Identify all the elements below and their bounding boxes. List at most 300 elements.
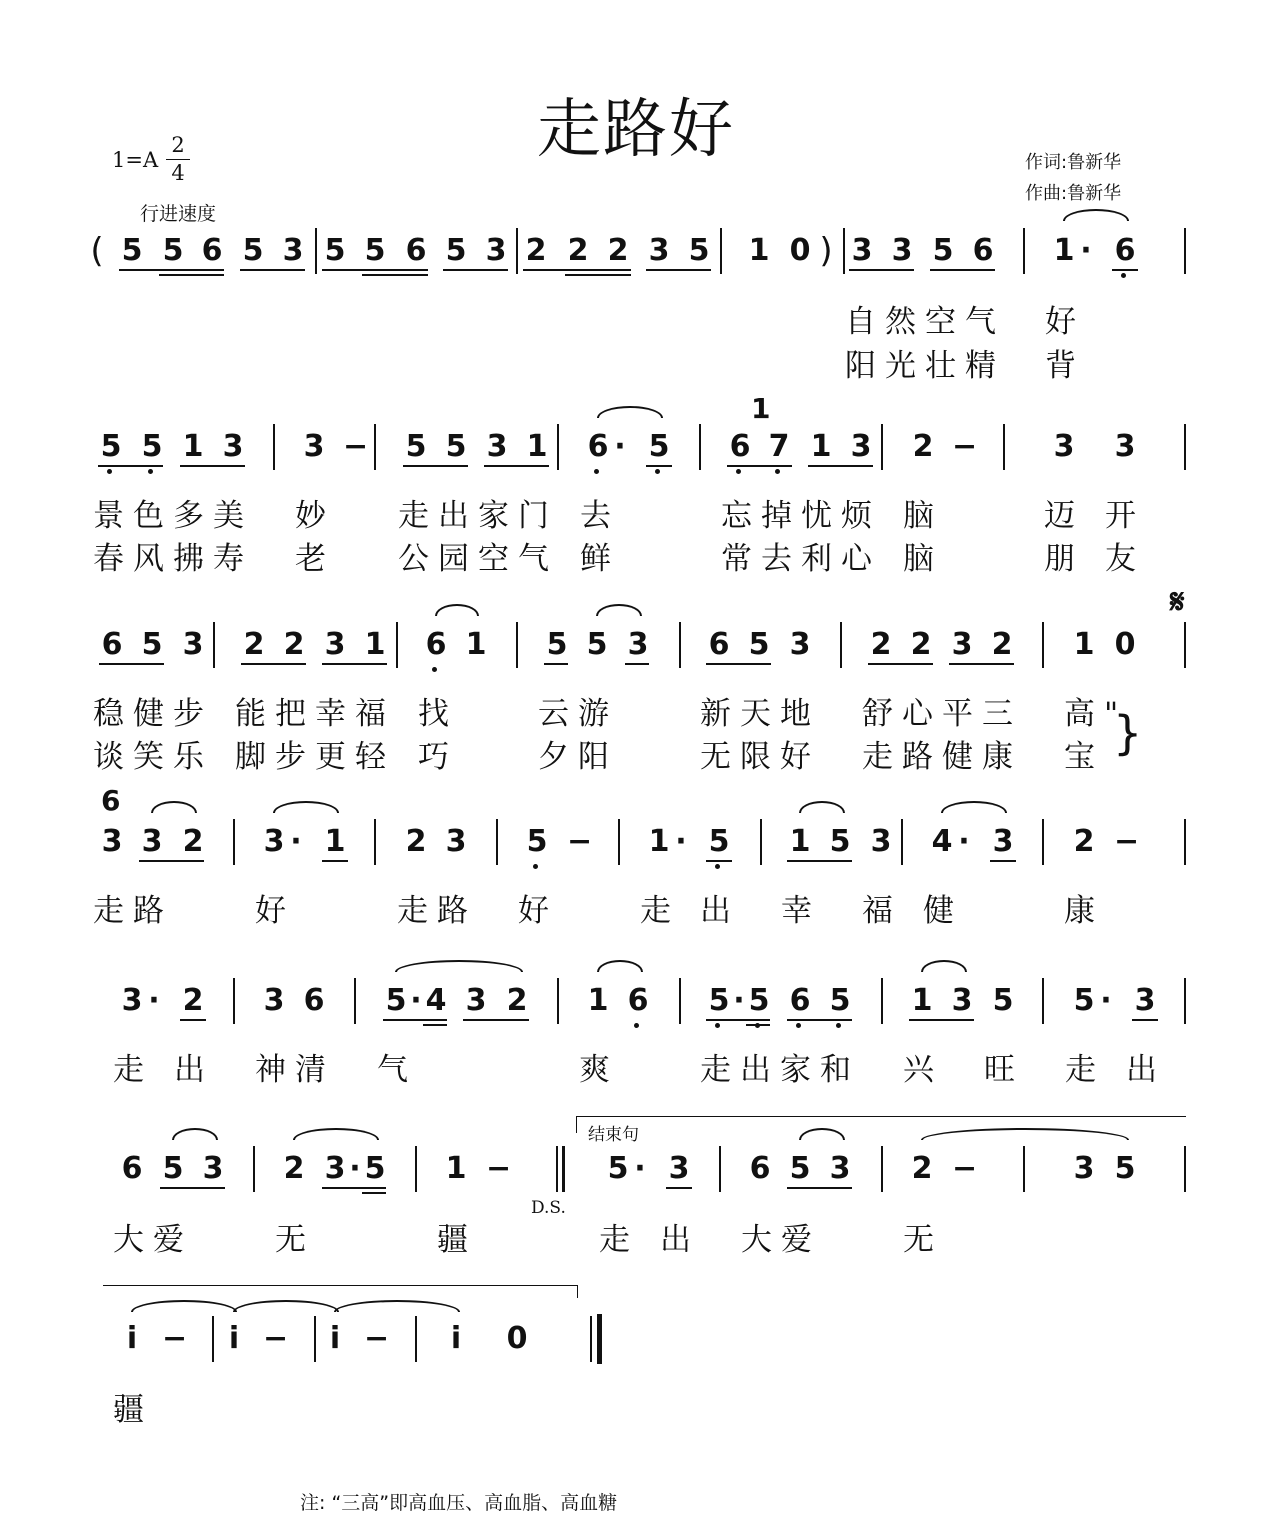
note: 3 (263, 824, 285, 859)
lyric: 高" (1064, 696, 1128, 732)
beam (727, 465, 792, 467)
barline (516, 622, 518, 668)
note: 3 (668, 1151, 690, 1186)
note: 3 (951, 627, 973, 662)
tie (131, 1300, 237, 1312)
lyric: 好 (1045, 304, 1085, 340)
note: 3 (485, 233, 507, 268)
barline (212, 1316, 214, 1362)
beam (990, 860, 1016, 862)
note: 3 (182, 627, 204, 662)
note: 1 (587, 983, 609, 1018)
beam (646, 269, 711, 271)
lyric: 出 (174, 1052, 214, 1088)
note: 5 (607, 1151, 629, 1186)
note: 5 (688, 233, 710, 268)
beam (909, 1019, 974, 1021)
barline (901, 819, 903, 865)
note: 6 (708, 627, 730, 662)
lyric: 走 (640, 893, 680, 929)
notation-row-4 (0, 813, 1272, 877)
beam (160, 1187, 225, 1189)
slur (172, 1128, 218, 1140)
footnote: 注: “三高”即高血压、高血脂、高血糖 (300, 1492, 618, 1514)
note: 7 (768, 429, 790, 464)
dash: − (567, 824, 593, 859)
barline (314, 1316, 316, 1362)
note: i (228, 1321, 240, 1356)
beam (241, 663, 306, 665)
tie (233, 1300, 339, 1312)
paren-close: ) (819, 231, 833, 271)
beam (787, 1187, 852, 1189)
barline (516, 228, 518, 274)
beam (565, 274, 631, 276)
lyric: 疆 (437, 1222, 477, 1258)
lyric: 幸 (781, 893, 821, 929)
note: 6 (425, 627, 447, 662)
note: 2 (912, 429, 934, 464)
barline (720, 228, 722, 274)
note: 2 (243, 627, 265, 662)
beam (119, 269, 224, 271)
note: 3 (870, 824, 892, 859)
note: 5 (829, 983, 851, 1018)
lyrics-row-7 (0, 1390, 1272, 1430)
barline (840, 622, 842, 668)
dot: · (410, 983, 422, 1018)
notation-row-3 (0, 616, 1272, 680)
song-title: 走路好 (537, 93, 735, 167)
beam (180, 465, 245, 467)
note: 5 (932, 233, 954, 268)
note: 3 (829, 1151, 851, 1186)
beam (666, 1187, 692, 1189)
beam (706, 663, 771, 665)
note: 5 (141, 627, 163, 662)
lyric: 脚步更轻 (235, 739, 395, 775)
note: 6 (749, 1151, 771, 1186)
note: 2 (182, 983, 204, 1018)
note: 5 (162, 233, 184, 268)
note: 3 (202, 1151, 224, 1186)
note: 1 (1053, 233, 1075, 268)
lyric: 气 (377, 1052, 417, 1088)
note: 2 (1073, 824, 1095, 859)
beam (1112, 269, 1138, 271)
note: 1 (911, 983, 933, 1018)
note: 1 (465, 627, 487, 662)
beam (322, 269, 428, 271)
tie (334, 1300, 460, 1312)
lyric: 出 (660, 1222, 700, 1258)
time-numerator: 2 (171, 133, 185, 157)
note: 5 (1114, 1151, 1136, 1186)
lyrics-row-2-verse-2 (0, 539, 1272, 579)
note: 5 (789, 1151, 811, 1186)
note: 3 (1134, 983, 1156, 1018)
lyric: 走路 (397, 893, 477, 929)
barline (881, 1146, 883, 1192)
lyric: 景色多美 (93, 498, 253, 534)
barline (881, 978, 883, 1024)
note: 2 (910, 627, 932, 662)
note: 2 (283, 1151, 305, 1186)
note: 2 (607, 233, 629, 268)
slur (597, 960, 643, 972)
beam (423, 1024, 447, 1026)
note: 4 (931, 824, 953, 859)
barline (1184, 1146, 1186, 1192)
notation-row-6 (0, 1140, 1272, 1204)
lyrics-row-5 (0, 1050, 1272, 1090)
note: 5 (708, 983, 730, 1018)
lyric: 走 (1065, 1052, 1105, 1088)
barline (1042, 819, 1044, 865)
barline (1042, 978, 1044, 1024)
lyric: 兴 (903, 1052, 943, 1088)
ending-label: 结束句 (588, 1125, 639, 1145)
dash: − (486, 1151, 512, 1186)
barline (1042, 622, 1044, 668)
dash: − (162, 1321, 188, 1356)
barline (273, 424, 275, 470)
note: 5 (546, 627, 568, 662)
note: 3 (324, 1151, 346, 1186)
dot: · (614, 429, 626, 464)
lyrics-row-1-verse-1 (0, 302, 1272, 342)
dash: − (263, 1321, 289, 1356)
barline (556, 1146, 558, 1192)
beam (240, 269, 305, 271)
note: 5 (526, 824, 548, 859)
note: 0 (506, 1321, 528, 1356)
lyric: 忘掉忧烦 (721, 498, 881, 534)
slur (293, 1128, 379, 1140)
note: 2 (870, 627, 892, 662)
note: 1 (748, 233, 770, 268)
slur (151, 801, 197, 813)
barline (1184, 228, 1186, 274)
lyrics-row-6 (0, 1220, 1272, 1260)
lyric: 无 (275, 1222, 315, 1258)
dot: · (634, 1151, 646, 1186)
lyric: 走路 (93, 893, 173, 929)
beam (322, 663, 387, 665)
note: 6 (405, 233, 427, 268)
lyric: 健 (923, 893, 963, 929)
dot: · (1100, 983, 1112, 1018)
lyricist-credit: 作词:鲁新华 (1025, 152, 1122, 173)
beam (159, 274, 224, 276)
barline (679, 622, 681, 668)
note: 6 (972, 233, 994, 268)
note: i (126, 1321, 138, 1356)
lyric: 福 (862, 893, 902, 929)
barline (843, 228, 845, 274)
lyric: 云游 (538, 696, 618, 732)
lyric: 迈 (1044, 498, 1084, 534)
note: 3 (282, 233, 304, 268)
final-barline-thick (597, 1314, 602, 1364)
note: 3 (951, 983, 973, 1018)
barline (699, 424, 701, 470)
slur (799, 801, 845, 813)
note: 5 (748, 983, 770, 1018)
barline (315, 228, 317, 274)
note: 2 (182, 824, 204, 859)
barline (557, 424, 559, 470)
note: 6 (587, 429, 609, 464)
lyric: 夕阳 (538, 739, 618, 775)
note: 3 (303, 429, 325, 464)
barline (396, 622, 398, 668)
barline (618, 819, 620, 865)
note: 5 (1073, 983, 1095, 1018)
note: 2 (283, 627, 305, 662)
beam (99, 663, 164, 665)
barline (1184, 622, 1186, 668)
notation-row-1 (0, 222, 1272, 286)
beam (949, 663, 1014, 665)
lyric: 去 (580, 498, 620, 534)
final-barline-thin (590, 1316, 592, 1362)
note: 1 (648, 824, 670, 859)
note: 5 (364, 233, 386, 268)
lyric: 自然空气 (845, 304, 1005, 340)
note: 5 (405, 429, 427, 464)
note: 6 (729, 429, 751, 464)
note: 6 (101, 627, 123, 662)
segno-sign: 𝄋 (1170, 582, 1185, 622)
volta-1: 1 (751, 392, 771, 425)
dot: · (675, 824, 687, 859)
barline (213, 622, 215, 668)
lyric: 无 (903, 1222, 943, 1258)
lyric: 脑 (903, 541, 943, 577)
note: 5 (586, 627, 608, 662)
slur (597, 406, 663, 418)
note: 1 (789, 824, 811, 859)
barline (233, 819, 235, 865)
lyrics-row-3-verse-1 (0, 694, 1272, 734)
note: 5 (992, 983, 1014, 1018)
lyric: 走 (599, 1222, 639, 1258)
lyric: 好 (255, 893, 295, 929)
note: 3 (627, 627, 649, 662)
dot: · (290, 824, 302, 859)
lyric: 老 (295, 541, 335, 577)
beam (362, 274, 428, 276)
note: 5 (242, 233, 264, 268)
note: 5 (445, 429, 467, 464)
note: 2 (405, 824, 427, 859)
lyric: 爽 (579, 1052, 619, 1088)
lyrics-row-4 (0, 891, 1272, 931)
beam (139, 860, 204, 862)
paren-open: ( (90, 231, 104, 271)
lyric: 新天地 (700, 696, 820, 732)
dash: − (364, 1321, 390, 1356)
note: 1 (445, 1151, 467, 1186)
beam (808, 465, 873, 467)
note: 2 (911, 1151, 933, 1186)
dot: · (958, 824, 970, 859)
beam (180, 1019, 206, 1021)
lyric: 朋 (1044, 541, 1084, 577)
barline (415, 1146, 417, 1192)
lyric: 公园空气 (398, 541, 558, 577)
note: 5 (121, 233, 143, 268)
note: 1 (182, 429, 204, 464)
lyric: 出 (700, 893, 740, 929)
slur (941, 801, 1007, 813)
note: 3 (850, 429, 872, 464)
dash: − (1114, 824, 1140, 859)
note: 6 (201, 233, 223, 268)
lyric: 谈笑乐 (93, 739, 213, 775)
key-signature: 1=A (112, 148, 159, 172)
dash: − (952, 429, 978, 464)
slur (435, 604, 479, 616)
dash: − (952, 1151, 978, 1186)
note: 1 (324, 824, 346, 859)
lyric: 鲜 (580, 541, 620, 577)
beam (746, 1024, 770, 1026)
barline (760, 819, 762, 865)
lyric: 找 (418, 696, 458, 732)
beam (544, 663, 568, 665)
ds-marking: D.S. (531, 1198, 566, 1218)
time-denominator: 4 (166, 159, 190, 187)
lyric: 走出家门 (398, 498, 558, 534)
beam (383, 1019, 447, 1021)
lyric: 妙 (295, 498, 335, 534)
composer-credit: 作曲:鲁新华 (1025, 183, 1122, 204)
beam (484, 465, 549, 467)
note: 0 (789, 233, 811, 268)
slur (1063, 209, 1129, 221)
note: 3 (1114, 429, 1136, 464)
lyric: 常去利心 (721, 541, 881, 577)
slur (395, 960, 523, 972)
beam (322, 860, 348, 862)
beam (322, 1187, 386, 1189)
barline (1184, 819, 1186, 865)
note: 1 (1073, 627, 1095, 662)
note: 3 (789, 627, 811, 662)
notation-row-2 (0, 418, 1272, 482)
barline (1023, 1146, 1025, 1192)
beam (706, 1019, 770, 1021)
lyric: 康 (1064, 893, 1104, 929)
verse-brace: } (1113, 706, 1143, 760)
dot: · (1080, 233, 1092, 268)
ending-bracket-end (103, 1285, 578, 1298)
beam (98, 465, 163, 467)
lyric: 宝 (1064, 739, 1104, 775)
note: 5 (162, 1151, 184, 1186)
double-barline (562, 1146, 565, 1192)
note: 3 (1073, 1151, 1095, 1186)
slur (596, 604, 642, 616)
note: 5 (748, 627, 770, 662)
note: 3 (101, 824, 123, 859)
dash: − (343, 429, 369, 464)
lyric: 背 (1045, 348, 1085, 384)
lyrics-row-1-verse-2 (0, 346, 1272, 386)
lyric: 疆 (113, 1392, 153, 1428)
note: 3 (465, 983, 487, 1018)
lyrics-row-3-verse-2 (0, 737, 1272, 777)
beam (787, 1019, 852, 1021)
lyric: 稳健步 (93, 696, 213, 732)
note: 5 (364, 1151, 386, 1186)
note: 6 (303, 983, 325, 1018)
lyrics-row-2-verse-1 (0, 496, 1272, 536)
note: 6 (1114, 233, 1136, 268)
note: 6 (789, 983, 811, 1018)
note: 3 (222, 429, 244, 464)
beam (706, 860, 732, 862)
notation-row-7 (0, 1310, 1272, 1374)
note: 2 (567, 233, 589, 268)
barline (1184, 978, 1186, 1024)
note: 5 (141, 429, 163, 464)
notation-row-5 (0, 972, 1272, 1036)
lyric: 友 (1105, 541, 1145, 577)
note: 3 (263, 983, 285, 1018)
note: 2 (506, 983, 528, 1018)
barline (496, 819, 498, 865)
beam (362, 1192, 386, 1194)
barline (719, 1146, 721, 1192)
note: 3 (1053, 429, 1075, 464)
note: 5 (648, 429, 670, 464)
barline (679, 978, 681, 1024)
barline (374, 424, 376, 470)
note: 3 (445, 824, 467, 859)
beam (930, 269, 995, 271)
note: 0 (1114, 627, 1136, 662)
note: 2 (525, 233, 547, 268)
beam (1132, 1019, 1158, 1021)
beam (403, 465, 468, 467)
beam (523, 269, 631, 271)
beam (625, 663, 649, 665)
barline (354, 978, 356, 1024)
note: 5 (324, 233, 346, 268)
beam (868, 663, 933, 665)
lyric: 开 (1105, 498, 1145, 534)
lyric: 脑 (903, 498, 943, 534)
barline (557, 978, 559, 1024)
note: 5 (708, 824, 730, 859)
lyric: 走 (113, 1052, 153, 1088)
lyric: 无限好 (700, 739, 820, 775)
beam (849, 269, 914, 271)
slur (921, 960, 967, 972)
lyric: 旺 (984, 1052, 1024, 1088)
barline (1003, 424, 1005, 470)
note: 3 (648, 233, 670, 268)
note: 3 (486, 429, 508, 464)
note: 1 (526, 429, 548, 464)
slur (273, 801, 339, 813)
beam (787, 860, 852, 862)
barline (253, 1146, 255, 1192)
note: 3 (324, 627, 346, 662)
